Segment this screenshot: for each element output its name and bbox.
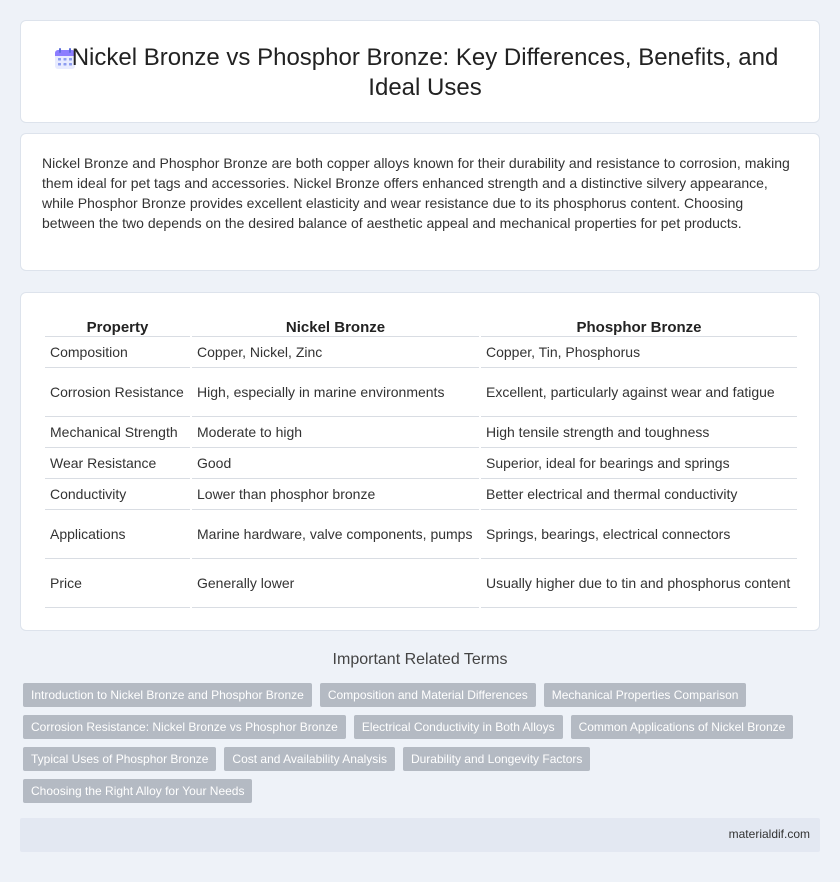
table-cell: Excellent, particularly against wear and fatigue xyxy=(481,368,797,417)
table-row xyxy=(45,337,797,368)
related-terms-list xyxy=(23,683,813,803)
table-row xyxy=(45,510,797,559)
table-row xyxy=(45,479,797,510)
table-row xyxy=(45,448,797,479)
table-cell: Lower than phosphor bronze xyxy=(192,479,479,510)
intro-paragraph: Nickel Bronze and Phosphor Bronze are both copper alloys known for their durability and resistance to corrosion, making them ideal for pet tags and accessories. Nickel Bronze offers enhanced strength and a distinctive silvery appearance, while Phosphor Bronze provides excellent elasticity and wear resistance due to its phosphorus content. Choosing between the two depends on the desired balance of aesthetic appeal and mechanical properties for pet products. xyxy=(42,155,790,231)
table-cell: Springs, bearings, electrical connectors xyxy=(481,510,797,559)
table-cell: Moderate to high xyxy=(192,417,479,448)
table-cell: Marine hardware, valve components, pumps xyxy=(192,510,479,559)
table-row xyxy=(45,368,797,417)
table-cell: Conductivity xyxy=(45,479,190,510)
related-term-tag[interactable]: Composition and Material Differences xyxy=(320,683,536,707)
table-header-row xyxy=(45,315,797,337)
table-cell: Corrosion Resistance xyxy=(45,368,190,417)
table-cell: Generally lower xyxy=(192,559,479,608)
related-term-tag[interactable]: Introduction to Nickel Bronze and Phosphor Bronze xyxy=(23,683,312,707)
related-term-tag[interactable]: Common Applications of Nickel Bronze xyxy=(571,715,794,739)
related-term-tag[interactable]: Durability and Longevity Factors xyxy=(403,747,590,771)
related-term-tag[interactable]: Typical Uses of Phosphor Bronze xyxy=(23,747,216,771)
column-header-nickel-bronze: Nickel Bronze xyxy=(192,315,479,337)
table-cell: High tensile strength and toughness xyxy=(481,417,797,448)
related-term-tag[interactable]: Cost and Availability Analysis xyxy=(224,747,395,771)
table-cell: Copper, Tin, Phosphorus xyxy=(481,337,797,368)
table-cell: Good xyxy=(192,448,479,479)
footer xyxy=(20,818,820,852)
related-term-tag[interactable]: Corrosion Resistance: Nickel Bronze vs Phosphor Bronze xyxy=(23,715,346,739)
table-cell: Wear Resistance xyxy=(45,448,190,479)
table-row xyxy=(45,417,797,448)
comparison-table xyxy=(43,315,799,608)
table-cell: Better electrical and thermal conductivity xyxy=(481,479,797,510)
table-cell: Superior, ideal for bearings and springs xyxy=(481,448,797,479)
comparison-card xyxy=(20,292,820,631)
table-cell: Composition xyxy=(45,337,190,368)
intro-card xyxy=(20,133,820,271)
related-term-tag[interactable]: Mechanical Properties Comparison xyxy=(544,683,747,707)
column-header-phosphor-bronze: Phosphor Bronze xyxy=(481,315,797,337)
footer-site-link[interactable]: materialdif.com xyxy=(728,827,810,841)
table-row xyxy=(45,559,797,608)
table-cell: Price xyxy=(45,559,190,608)
related-term-tag[interactable]: Choosing the Right Alloy for Your Needs xyxy=(23,779,252,803)
column-header-property: Property xyxy=(45,315,190,337)
table-cell: Usually higher due to tin and phosphorus content xyxy=(481,559,797,608)
table-cell: Applications xyxy=(45,510,190,559)
table-cell: Copper, Nickel, Zinc xyxy=(192,337,479,368)
header-card xyxy=(20,20,820,123)
related-terms-heading: Important Related Terms xyxy=(332,651,508,668)
table-cell: High, especially in marine environments xyxy=(192,368,479,417)
page-title: Nickel Bronze vs Phosphor Bronze: Key Differences, Benefits, and Ideal Uses xyxy=(71,44,779,101)
related-term-tag[interactable]: Electrical Conductivity in Both Alloys xyxy=(354,715,563,739)
table-cell: Mechanical Strength xyxy=(45,417,190,448)
